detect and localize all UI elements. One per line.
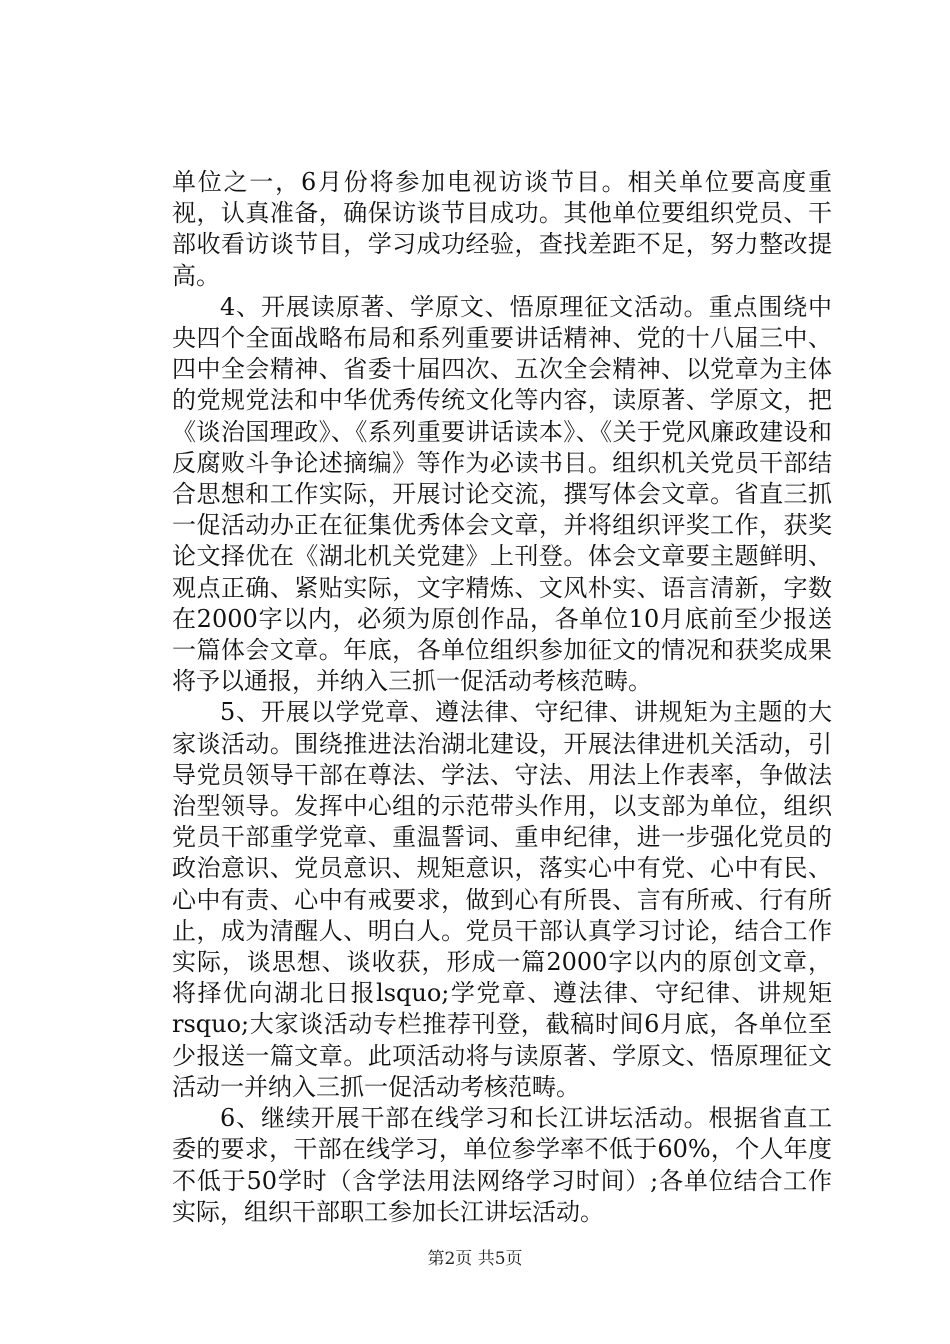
paragraph-item-4: 4、开展读原著、学原文、悟原理征文活动。重点围绕中央四个全面战略布局和系列重要讲话精神、党的十八届三中、四中全会精神、省委十届四次、五次全会精神、以党章为主体的党规党法和中华优秀传统文化等内容，读原著、学原文，把《谈治国理政》、《系列重要讲话读本》、《关于党风廉政建设和反腐败斗争论述摘编》等作为必读书目。组织机关党员干部结合思想和工作实际，开展讨论交流，撰写体会文章。省直三抓一促活动办正在征集优秀体会文章，并将组织评奖工作，获奖论文择优在《湖北机关党建》上刊登。体会文章要主题鲜明、观点正确、紧贴实际，文字精炼、文风朴实、语言清新，字数在2000字以内，必须为原创作品，各单位10月底前至少报送一篇体会文章。年底，各单位组织参加征文的情况和获奖成果将予以通报，并纳入三抓一促活动考核范畴。 [172, 292, 832, 696]
page-number-footer: 第2页 共5页 [427, 1249, 523, 1269]
paragraph-continuation: 单位之一，6月份将参加电视访谈节目。相关单位要高度重视，认真准备，确保访谈节目成功。其他单位要组织党员、干部收看访谈节目，学习成功经验，查找差距不足，努力整改提高。 [172, 168, 832, 290]
paragraph-item-5: 5、开展以学党章、遵法律、守纪律、讲规矩为主题的大家谈活动。围绕推进法治湖北建设，开展法律进机关活动，引导党员领导干部在尊法、学法、守法、用法上作表率，争做法治型领导。发挥中心组的示范带头作用，以支部为单位，组织党员干部重学党章、重温誓词、重申纪律，进一步强化党员的政治意识、党员意识、规矩意识，落实心中有党、心中有民、心中有责、心中有戒要求，做到心有所畏、言有所戒、行有所止，成为清醒人、明白人。党员干部认真学习讨论，结合工作实际，谈思想、谈收获，形成一篇2000字以内的原创文章，将择优向湖北日报lsquo;学党章、遵法律、守纪律、讲规矩rsquo;大家谈活动专栏推荐刊登，截稿时间6月底，各单位至少报送一篇文章。此项活动将与读原著、学原文、悟原理征文活动一并纳入三抓一促活动考核范畴。 [172, 698, 832, 1101]
paragraph-item-6: 6、继续开展干部在线学习和长江讲坛活动。根据省直工委的要求，干部在线学习，单位参学率不低于60%，个人年度不低于50学时（含学法用法网络学习时间）;各单位结合工作实际，组织干部职工参加长江讲坛活动。 [172, 1104, 832, 1226]
document-body [172, 167, 832, 1228]
